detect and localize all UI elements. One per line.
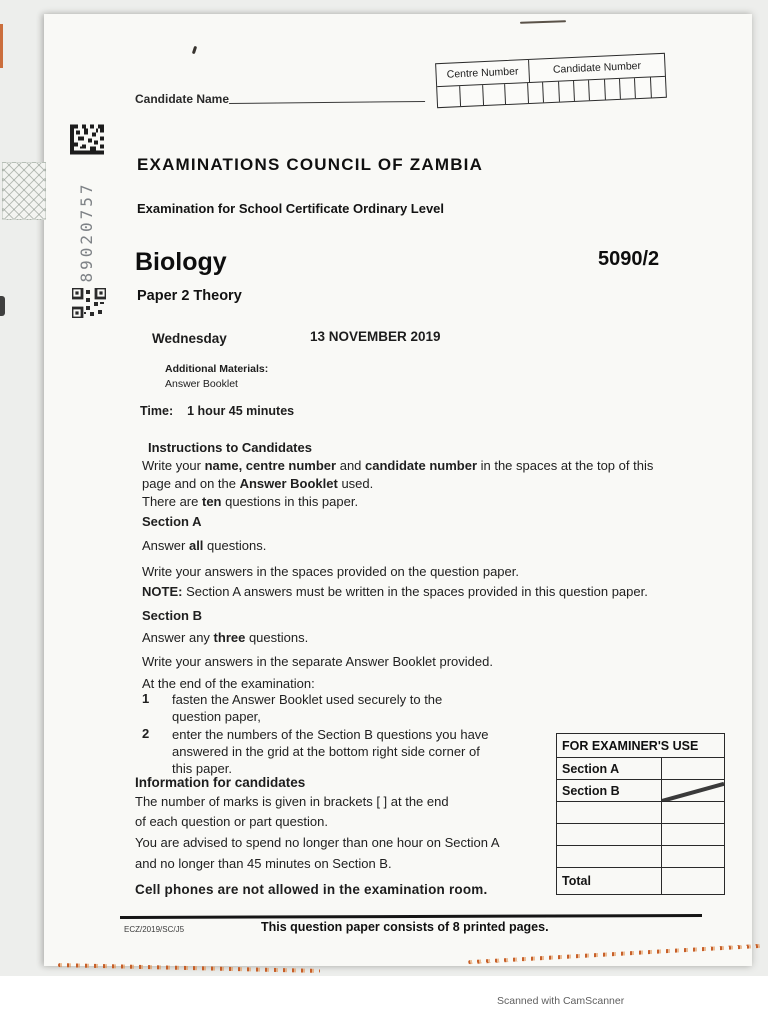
candidate-number-cell	[605, 79, 621, 100]
subject-title: Biology	[135, 248, 227, 276]
information-line: and no longer than 45 minutes on Section B.	[135, 856, 392, 871]
instructions-line	[142, 458, 653, 473]
table-row	[557, 802, 724, 824]
score-cell	[662, 758, 724, 779]
section-b-end-line: At the end of the examination:	[142, 676, 315, 691]
score-cell	[662, 802, 724, 823]
table-row	[557, 780, 724, 802]
section-a-heading: Section A	[142, 514, 202, 529]
exam-level-subtitle: Examination for School Certificate Ordinary Level	[137, 201, 445, 216]
table-row	[557, 824, 724, 846]
candidate-number-label: Candidate Number	[552, 59, 642, 76]
exam-day: Wednesday	[152, 331, 227, 346]
end-instruction-item-2	[142, 726, 489, 777]
camscanner-watermark: Scanned with CamScanner	[497, 995, 625, 1007]
section-a-spaces-line: Write your answers in the spaces provided on the question paper.	[142, 564, 519, 579]
examiner-table-title: FOR EXAMINER'S USE	[557, 734, 724, 758]
text-segment: NOTE:	[142, 584, 183, 599]
paper-code: 5090/2	[598, 248, 660, 270]
text-segment: There are	[142, 494, 202, 509]
document-serial-number: 89020757	[77, 181, 96, 283]
footer-page-count-note: This question paper consists of 8 printed pages.	[261, 920, 549, 934]
text-segment: Section A answers must be written in the spaces provided in this question paper.	[182, 584, 648, 599]
information-line: You are advised to spend no longer than one hour on Section A	[135, 835, 500, 850]
table-row	[557, 846, 724, 868]
score-cell	[662, 780, 724, 801]
paper-title: Paper 2 Theory	[137, 288, 242, 304]
text-segment: all	[188, 538, 204, 553]
list-item-number: 1	[142, 691, 150, 706]
text-segment: Write your	[142, 458, 205, 473]
section-b-heading: Section B	[142, 608, 202, 623]
instructions-line	[142, 476, 373, 491]
text-segment: questions in this paper.	[221, 494, 359, 509]
instructions-line	[142, 494, 358, 509]
row-label-section-a: Section A	[557, 758, 662, 779]
information-line: of each question or part question.	[135, 814, 328, 829]
time-value: 1 hour 45 minutes	[187, 404, 295, 418]
data-matrix-barcode-icon	[70, 124, 104, 155]
time-row	[140, 404, 294, 418]
section-a-note-line	[142, 584, 648, 599]
end-instruction-item-1	[142, 691, 442, 725]
text-segment: candidate number	[365, 458, 477, 473]
row-label-section-b: Section B	[557, 780, 662, 801]
exam-date: 13 NOVEMBER 2019	[310, 329, 441, 344]
text-segment: used.	[337, 476, 374, 491]
text-segment: questions.	[203, 538, 267, 553]
row-label-empty	[557, 824, 662, 845]
table-row	[557, 758, 724, 780]
additional-materials-label: Additional Materials:	[165, 363, 269, 375]
text-segment: three	[213, 630, 246, 645]
information-line: The number of marks is given in brackets [ ] at the end	[135, 794, 449, 809]
list-item-line: question paper,	[172, 709, 261, 724]
list-item-line: fasten the Answer Booklet used securely to the	[172, 692, 443, 707]
candidate-number-cell	[574, 80, 590, 101]
candidate-number-cell	[635, 77, 651, 98]
footer-reference-code: ECZ/2019/SC/J5	[124, 925, 185, 934]
scan-edge-artifact	[0, 24, 3, 68]
text-segment: ten	[201, 494, 222, 509]
table-row	[557, 868, 724, 894]
section-b-answer-line	[142, 630, 308, 645]
examiner-use-table	[556, 733, 725, 895]
candidate-name-blank-line	[229, 89, 425, 104]
time-label: Time:	[140, 404, 174, 418]
score-cell	[662, 868, 724, 894]
score-cell	[662, 824, 724, 845]
list-item-line: this paper.	[172, 761, 232, 776]
row-label-empty	[557, 846, 662, 867]
candidate-number-cell	[528, 82, 544, 103]
centre-number-cell	[437, 86, 461, 107]
candidate-number-cell	[589, 80, 605, 101]
row-label-total: Total	[557, 868, 662, 894]
organisation-title: EXAMINATIONS COUNCIL OF ZAMBIA	[137, 155, 484, 174]
information-heading: Information for candidates	[135, 775, 306, 790]
qr-code-icon	[72, 288, 106, 318]
centre-number-cell	[505, 83, 529, 104]
text-segment: questions.	[245, 630, 309, 645]
candidate-name-row	[135, 90, 425, 106]
cell-phones-warning: Cell phones are not allowed in the examination room.	[135, 882, 488, 897]
additional-materials-value: Answer Booklet	[165, 378, 238, 390]
text-segment: name, centre number	[204, 458, 337, 473]
centre-number-cell	[460, 85, 484, 106]
candidate-number-cell	[559, 81, 575, 102]
instructions-heading: Instructions to Candidates	[148, 440, 312, 455]
score-cell	[662, 846, 724, 867]
section-b-booklet-line: Write your answers in the separate Answer Booklet provided.	[142, 654, 493, 669]
candidate-number-cell	[544, 82, 560, 103]
scan-edge-mark	[0, 296, 5, 316]
diagonal-strike-line	[662, 780, 724, 801]
text-segment: page and on the	[142, 476, 240, 491]
list-item-line: enter the numbers of the Section B questions you have	[172, 727, 489, 742]
section-a-answer-line	[142, 538, 266, 553]
centre-number-label: Centre Number	[436, 60, 530, 86]
text-segment: Answer Booklet	[239, 476, 338, 491]
candidate-name-label: Candidate Name	[135, 92, 230, 106]
row-label-empty	[557, 802, 662, 823]
candidate-number-cell	[651, 77, 666, 98]
text-segment: and	[336, 458, 366, 473]
candidate-number-cell	[620, 78, 636, 99]
list-item-number: 2	[142, 726, 150, 741]
text-segment: in the spaces at the top of this	[477, 458, 654, 473]
list-item-line: answered in the grid at the bottom right side corner of	[172, 744, 480, 759]
centre-number-cell	[483, 84, 507, 105]
text-segment: Answer any	[142, 630, 214, 645]
text-segment: Answer	[142, 538, 189, 553]
crosshatch-sticker	[2, 162, 46, 220]
